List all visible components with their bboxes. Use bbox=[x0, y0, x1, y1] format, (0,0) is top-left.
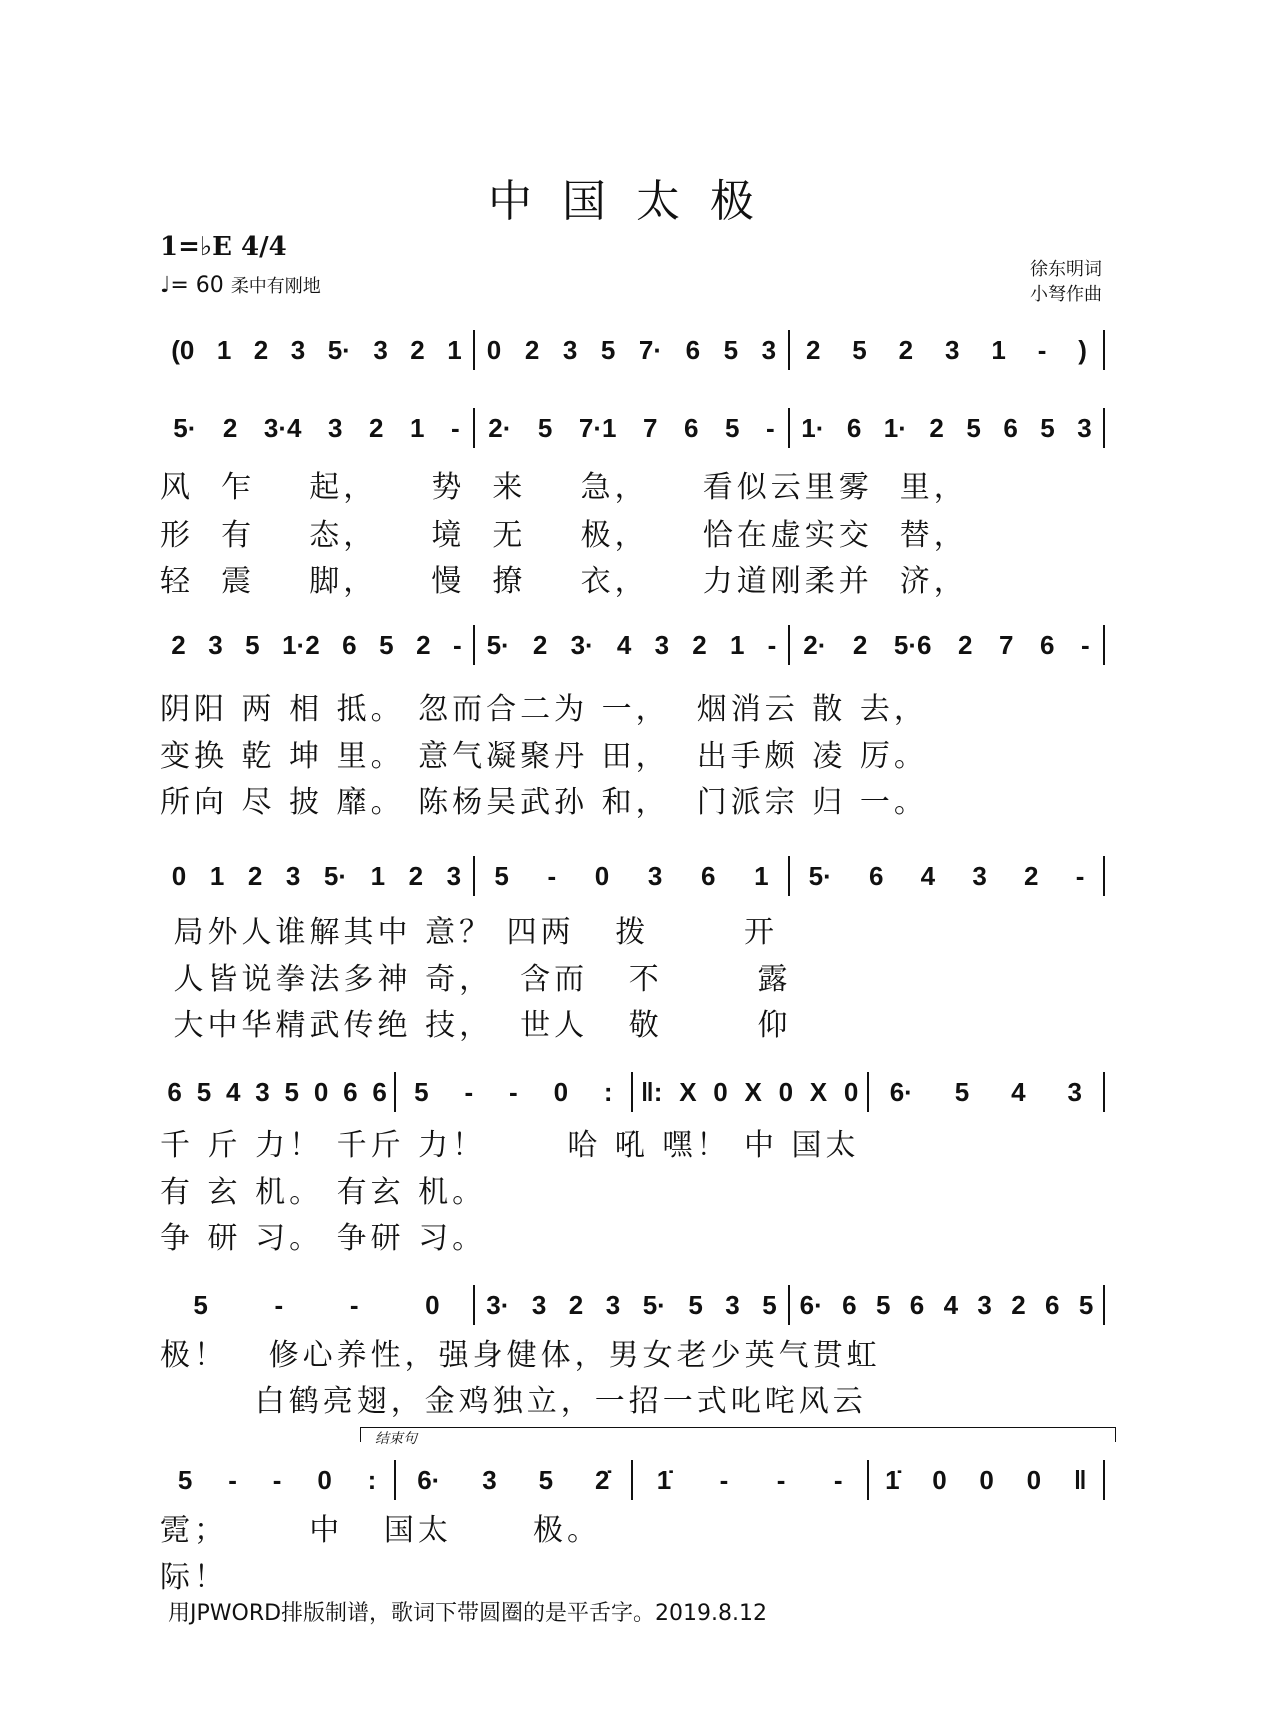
note: 2 bbox=[247, 860, 263, 891]
note: 3 bbox=[725, 1289, 740, 1320]
note: - bbox=[228, 1464, 237, 1495]
note: 0 bbox=[313, 1076, 329, 1107]
note: 5 bbox=[852, 334, 867, 365]
note: 2 bbox=[929, 412, 944, 443]
note: (0 bbox=[171, 334, 195, 365]
note: - bbox=[1037, 334, 1047, 365]
note: 5 bbox=[177, 1464, 193, 1495]
note: - bbox=[547, 860, 557, 891]
note: 3 bbox=[255, 1076, 270, 1107]
note: 2· bbox=[803, 629, 827, 660]
note: 1̇ bbox=[885, 1464, 900, 1495]
measure bbox=[475, 861, 788, 892]
note: 5 bbox=[725, 412, 740, 443]
note: 6 bbox=[685, 334, 701, 365]
notation-line bbox=[160, 856, 1105, 896]
note: 0 bbox=[1026, 1464, 1042, 1495]
note: - bbox=[451, 412, 460, 443]
note: 1 bbox=[991, 334, 1006, 365]
measure bbox=[790, 413, 1103, 444]
note: 6 bbox=[343, 1076, 358, 1107]
note: 6· bbox=[799, 1289, 823, 1320]
note: 2 bbox=[532, 629, 548, 660]
barline bbox=[1103, 856, 1105, 896]
note: 1 bbox=[209, 860, 225, 891]
note: 1 bbox=[729, 629, 745, 660]
note: 0 bbox=[979, 1464, 994, 1495]
note: - bbox=[274, 1289, 284, 1320]
note: - bbox=[464, 1076, 474, 1107]
note: 5· bbox=[808, 860, 832, 891]
note: 6 bbox=[701, 860, 716, 891]
note: 2 bbox=[524, 334, 540, 365]
note: 7 bbox=[643, 412, 658, 443]
note: 5 bbox=[600, 334, 616, 365]
note: 2 bbox=[1011, 1289, 1026, 1320]
note: 0 bbox=[594, 860, 610, 891]
note: 0 bbox=[171, 860, 187, 891]
note: 2 bbox=[692, 629, 707, 660]
lyric-line: 风 乍 起， 势 来 急， 看似云里雾 里， bbox=[160, 470, 968, 505]
notation-line bbox=[160, 1460, 1105, 1500]
footer-note: 用JPWORD排版制谱，歌词下带圆圈的是平舌字。2019.8.12 bbox=[168, 1601, 768, 1626]
lyric-line: 形 有 态， 境 无 极， 恰在虚实交 替， bbox=[160, 518, 968, 553]
note: 4 bbox=[616, 629, 632, 660]
note: 3 bbox=[761, 334, 777, 365]
note: 2 bbox=[568, 1289, 584, 1320]
measure bbox=[790, 335, 1103, 366]
note: 2 bbox=[852, 629, 868, 660]
note: 3 bbox=[972, 860, 987, 891]
measure bbox=[475, 413, 788, 444]
tempo-value: ♩= 60 bbox=[160, 273, 224, 298]
lyric-line: 极！ 修心养性，强身健体，男女老少英气贯虹 bbox=[160, 1338, 881, 1373]
note: 5 bbox=[379, 629, 394, 660]
measure bbox=[869, 1465, 1103, 1496]
note: 7·1 bbox=[578, 412, 617, 443]
note: 6 bbox=[1003, 412, 1018, 443]
note: 3 bbox=[945, 334, 960, 365]
note: 0 bbox=[486, 334, 502, 365]
measure bbox=[633, 1465, 867, 1496]
measure bbox=[160, 630, 473, 661]
note: 2· bbox=[488, 412, 512, 443]
note: 6 bbox=[842, 1289, 857, 1320]
note: 5 bbox=[1078, 1289, 1094, 1320]
note: 5 bbox=[966, 412, 981, 443]
measure bbox=[633, 1077, 867, 1108]
note: 2 bbox=[408, 860, 424, 891]
note: 2 bbox=[369, 412, 384, 443]
note: 3 bbox=[285, 860, 301, 891]
measure bbox=[475, 1290, 788, 1321]
note: - bbox=[766, 412, 775, 443]
lyric-line: 千 斤 力！ 千斤 力！ 哈 吼 嘿！ 中 国太 bbox=[160, 1128, 860, 1163]
note: 5 bbox=[193, 1289, 208, 1320]
note: - bbox=[453, 629, 462, 660]
measure bbox=[475, 630, 788, 661]
lyric-line: 轻 震 脚， 慢 撩 衣， 力道刚柔并 济， bbox=[160, 564, 968, 599]
note: 5· bbox=[327, 334, 351, 365]
note: 5 bbox=[284, 1076, 299, 1107]
note: 6· bbox=[889, 1076, 913, 1107]
note: 5· bbox=[486, 629, 510, 660]
note: 5 bbox=[537, 412, 553, 443]
note: 3 bbox=[977, 1289, 992, 1320]
lyricist: 徐东明词 bbox=[1030, 259, 1102, 280]
notation-line bbox=[160, 1285, 1105, 1325]
composer: 小弩作曲 bbox=[1030, 284, 1102, 305]
measure bbox=[396, 1077, 630, 1108]
note: 2 bbox=[410, 334, 425, 365]
note: 0 bbox=[843, 1076, 859, 1107]
note: - bbox=[719, 1464, 729, 1495]
note: - bbox=[1075, 860, 1085, 891]
measure bbox=[475, 335, 788, 366]
notation-line bbox=[160, 1072, 1105, 1112]
note: 3 bbox=[654, 629, 670, 660]
barline bbox=[1103, 1285, 1105, 1325]
measure bbox=[790, 861, 1103, 892]
note: 5 bbox=[1040, 412, 1055, 443]
note: 2 bbox=[416, 629, 431, 660]
lyric-line: 霓； 中 国太 极。 bbox=[160, 1513, 602, 1548]
barline bbox=[1103, 1072, 1105, 1112]
barline bbox=[1103, 330, 1105, 370]
note: 3 bbox=[328, 412, 343, 443]
key-signature: 1=♭E 4/4 bbox=[160, 232, 287, 262]
note: 1· bbox=[801, 412, 825, 443]
note: 2 bbox=[253, 334, 269, 365]
note: 0 bbox=[713, 1076, 728, 1107]
measure bbox=[790, 1290, 1103, 1321]
note: 6 bbox=[372, 1076, 387, 1107]
expression: 柔中有刚地 bbox=[230, 276, 321, 297]
lyric-line: 白鹤亮翅，金鸡独立，一招一式叱咤风云 bbox=[160, 1384, 867, 1419]
lyric-line: 有 玄 机。 有玄 机。 bbox=[160, 1175, 487, 1210]
note: 7· bbox=[638, 334, 663, 365]
lyric-line: 阴阳 两 相 抵。 忽而合二为 一， 烟消云 散 去， bbox=[160, 692, 928, 727]
note: - bbox=[349, 1289, 359, 1320]
measure bbox=[160, 1290, 473, 1321]
note: 4 bbox=[225, 1076, 241, 1107]
note: 5 bbox=[538, 1464, 554, 1495]
note: 3 bbox=[1067, 1076, 1082, 1107]
note: 2 bbox=[958, 629, 973, 660]
note: 1 bbox=[410, 412, 425, 443]
song-title: 中国太极 bbox=[488, 176, 784, 227]
note: 7 bbox=[999, 629, 1014, 660]
note: 4 bbox=[943, 1289, 959, 1320]
note: 3 bbox=[1077, 412, 1092, 443]
measure bbox=[160, 1077, 394, 1108]
note: 3 bbox=[446, 860, 462, 891]
lyric-line: 人皆说拳法多神 奇， 含而 不 露 bbox=[160, 962, 792, 997]
notation-line bbox=[160, 408, 1105, 448]
note: 0 bbox=[778, 1076, 794, 1107]
note: 6· bbox=[417, 1464, 441, 1495]
note: 3·4 bbox=[263, 412, 302, 443]
note: - bbox=[509, 1076, 518, 1107]
note: 1 bbox=[447, 334, 462, 365]
measure bbox=[790, 630, 1103, 661]
note: ) bbox=[1078, 334, 1087, 365]
note: 3· bbox=[570, 629, 594, 660]
ending-label: 结束句 bbox=[375, 1431, 417, 1447]
note: 0 bbox=[553, 1076, 569, 1107]
note: 3 bbox=[562, 334, 578, 365]
note: 2 bbox=[1024, 860, 1039, 891]
note: 6 bbox=[342, 629, 357, 660]
tempo-marking bbox=[160, 272, 321, 298]
note: ‖: bbox=[640, 1076, 663, 1107]
note: 5· bbox=[642, 1289, 666, 1320]
note: 2 bbox=[222, 412, 238, 443]
lyric-line: 争 研 习。 争研 习。 bbox=[160, 1221, 487, 1256]
note: - bbox=[767, 629, 777, 660]
note: 5 bbox=[494, 860, 509, 891]
note: 2 bbox=[898, 334, 914, 365]
note: X bbox=[679, 1076, 697, 1107]
note: 6 bbox=[846, 412, 862, 443]
note: 6 bbox=[167, 1076, 182, 1107]
notation-line bbox=[160, 625, 1105, 665]
note: 0 bbox=[425, 1289, 440, 1320]
measure bbox=[160, 861, 473, 892]
lyric-line: 变换 乾 坤 里。 意气凝聚丹 田， 出手颇 凌 厉。 bbox=[160, 739, 928, 774]
note: 5· bbox=[323, 860, 348, 891]
note: - bbox=[1081, 629, 1090, 660]
note: - bbox=[833, 1464, 843, 1495]
note: 5 bbox=[762, 1289, 777, 1320]
note: 3 bbox=[531, 1289, 547, 1320]
note: ‖ bbox=[1073, 1464, 1087, 1495]
measure bbox=[160, 335, 473, 366]
note: 2̇ bbox=[595, 1464, 610, 1495]
notation-line bbox=[160, 330, 1105, 370]
note: 2 bbox=[171, 629, 186, 660]
note: 6 bbox=[909, 1289, 925, 1320]
note: X bbox=[744, 1076, 762, 1107]
note: X bbox=[809, 1076, 828, 1107]
note: - bbox=[272, 1464, 282, 1495]
note: 0 bbox=[932, 1464, 947, 1495]
note: 3 bbox=[647, 860, 663, 891]
note: 5· bbox=[173, 412, 197, 443]
note: 6 bbox=[1040, 629, 1055, 660]
note: 6 bbox=[868, 860, 884, 891]
note: 2 bbox=[805, 334, 821, 365]
note: 0 bbox=[317, 1464, 332, 1495]
measure bbox=[869, 1077, 1103, 1108]
measure bbox=[396, 1465, 630, 1496]
barline bbox=[1103, 625, 1105, 665]
ending-bracket bbox=[360, 1427, 1116, 1447]
note: 1̇ bbox=[656, 1464, 672, 1495]
lyric-line: 大中华精武传绝 技， 世人 敬 仰 bbox=[160, 1008, 792, 1043]
note: 5 bbox=[723, 334, 739, 365]
lyric-line: 局外人谁解其中 意？ 四两 拨 开 bbox=[160, 915, 778, 950]
note: 3 bbox=[290, 334, 306, 365]
note: - bbox=[776, 1464, 786, 1495]
note: : bbox=[603, 1076, 613, 1107]
note: 1· bbox=[883, 412, 907, 443]
note: 3· bbox=[486, 1289, 510, 1320]
barline bbox=[1103, 1460, 1105, 1500]
lyric-line: 所向 尽 披 靡。 陈杨吴武孙 和， 门派宗 归 一。 bbox=[160, 785, 928, 820]
note: 5 bbox=[196, 1076, 212, 1107]
note: 3 bbox=[373, 334, 388, 365]
note: 5 bbox=[688, 1289, 703, 1320]
note: 4 bbox=[1011, 1076, 1026, 1107]
lyric-line: 际！ bbox=[160, 1560, 228, 1595]
note: 3 bbox=[208, 629, 223, 660]
note: 1 bbox=[216, 334, 232, 365]
barline bbox=[1103, 408, 1105, 448]
note: 6 bbox=[1045, 1289, 1060, 1320]
note: 3 bbox=[605, 1289, 621, 1320]
measure bbox=[160, 1465, 394, 1496]
note: 5·6 bbox=[893, 629, 932, 660]
note: 5 bbox=[245, 629, 260, 660]
measure bbox=[160, 413, 473, 444]
note: 5 bbox=[875, 1289, 891, 1320]
note: 1 bbox=[754, 860, 769, 891]
note: 1·2 bbox=[282, 629, 320, 660]
note: : bbox=[367, 1464, 377, 1495]
note: 3 bbox=[482, 1464, 497, 1495]
note: 4 bbox=[920, 860, 936, 891]
note: 1 bbox=[370, 860, 386, 891]
note: 6 bbox=[684, 412, 699, 443]
note: 5 bbox=[414, 1076, 429, 1107]
note: 5 bbox=[954, 1076, 970, 1107]
